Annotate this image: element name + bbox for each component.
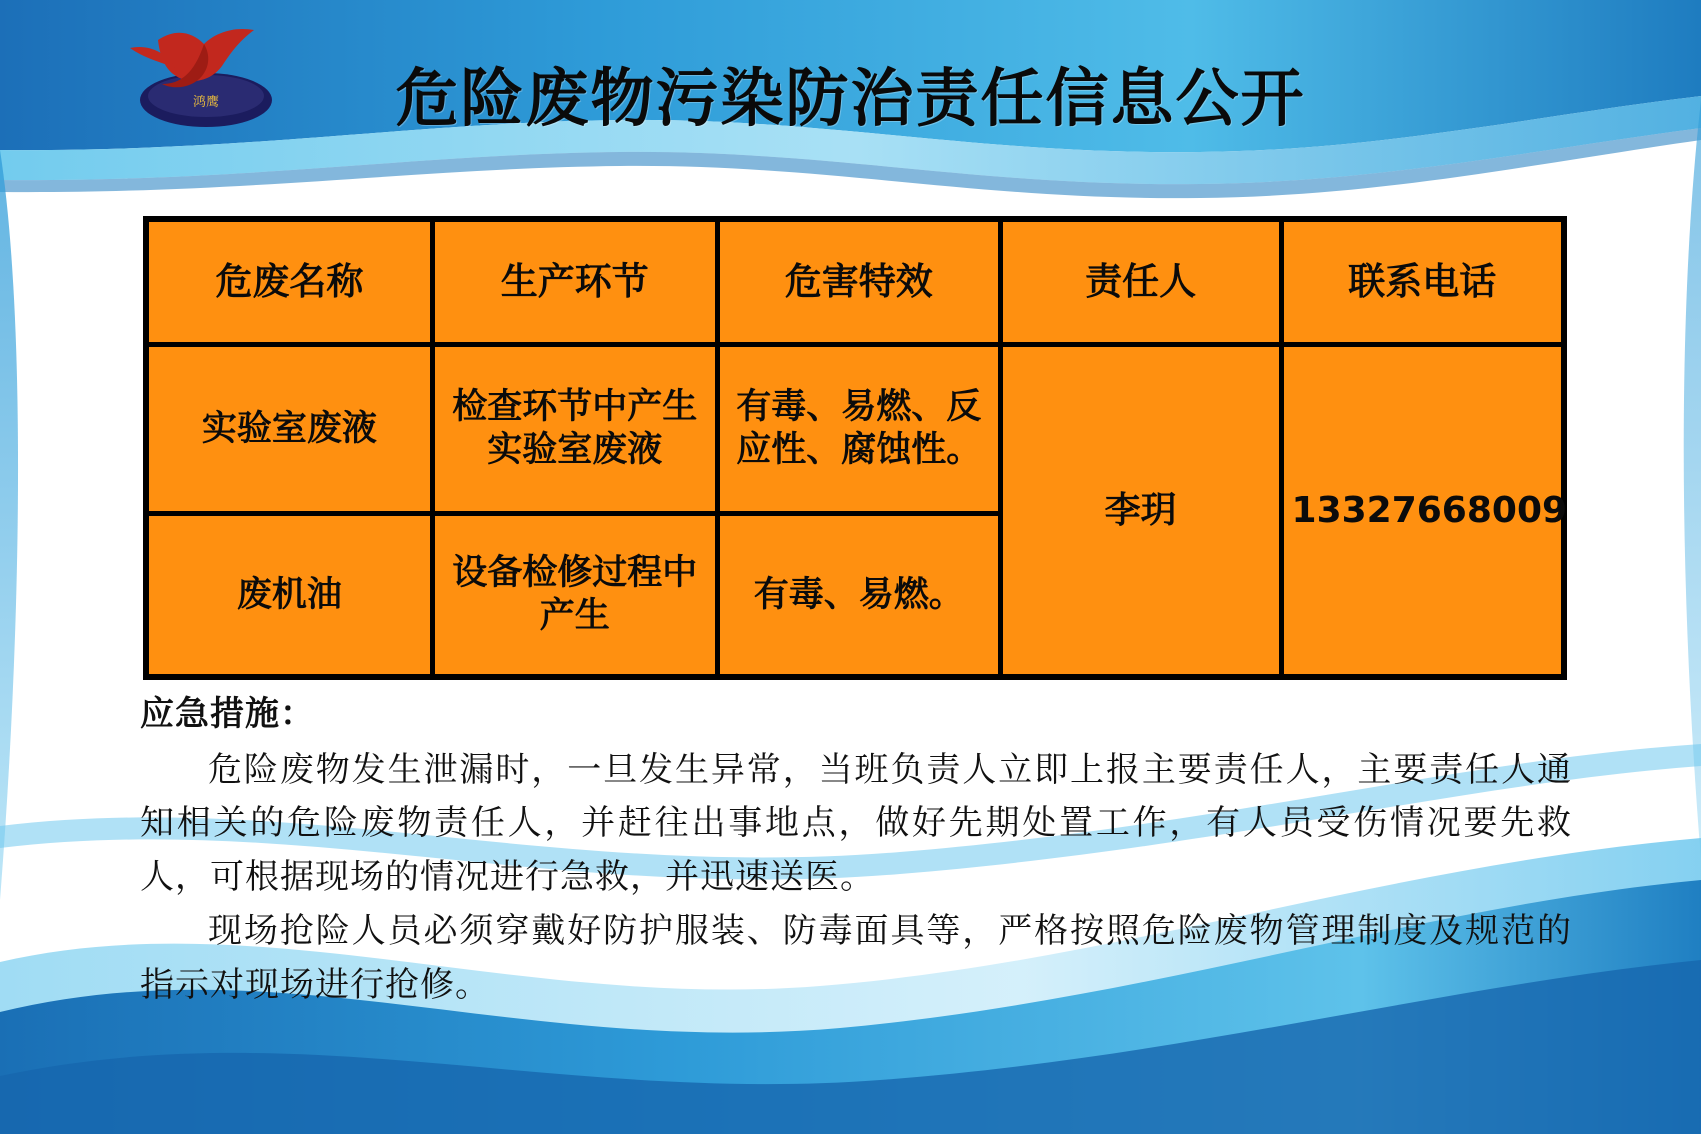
cell-waste-name-2: 废机油 — [146, 514, 432, 678]
column-header-hazard: 危害特效 — [717, 219, 1000, 345]
cell-hazard-2: 有毒、易燃。 — [717, 514, 1000, 678]
cell-contact-phone: 13327668009 — [1281, 345, 1564, 678]
hazard-info-table — [143, 216, 1567, 680]
column-header-person: 责任人 — [1000, 219, 1281, 345]
page-title: 危险废物污染防治责任信息公开 — [395, 62, 1306, 135]
emergency-measures-heading: 应急措施： — [140, 694, 315, 734]
column-header-name: 危废名称 — [146, 219, 432, 345]
svg-text:鸿鹰: 鸿鹰 — [192, 95, 220, 110]
table-header-row — [146, 219, 1564, 345]
emergency-paragraph-1: 危险废物发生泄漏时，一旦发生异常，当班负责人立即上报主要责任人，主要责任人通知相关的危险废物责任人，并赶往出事地点，做好先期处置工作，有人员受伤情况要先救人，可根据现场的情况进行急救，并迅速送医。 — [140, 749, 1572, 898]
cell-responsible-person: 李玥 — [1000, 345, 1281, 678]
cell-process-2: 设备检修过程中产生 — [432, 514, 717, 678]
cell-waste-name-1: 实验室废液 — [146, 345, 432, 514]
emergency-measures-section — [140, 688, 1572, 1012]
emergency-paragraph-2: 现场抢险人员必须穿戴好防护服装、防毒面具等，严格按照危险废物管理制度及规范的指示对现场进行抢修。 — [140, 910, 1572, 1005]
hazard-info-table-wrapper — [143, 216, 1567, 680]
column-header-process: 生产环节 — [432, 219, 717, 345]
cell-hazard-1: 有毒、易燃、反应性、腐蚀性。 — [717, 345, 1000, 514]
cell-process-1: 检查环节中产生实验室废液 — [432, 345, 717, 514]
column-header-phone: 联系电话 — [1281, 219, 1564, 345]
table-row — [146, 345, 1564, 514]
